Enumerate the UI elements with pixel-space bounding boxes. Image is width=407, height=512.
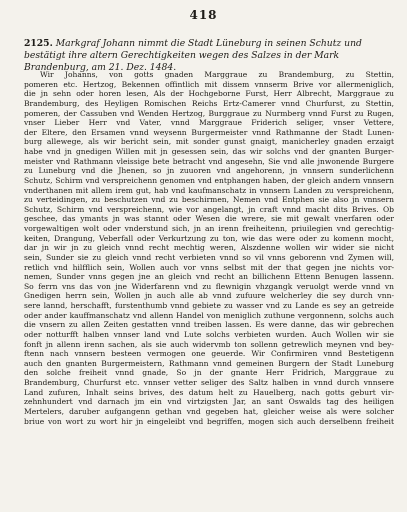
body-line: Brandemburg, Churfurst etc. vnnser vetter seliger des Saltz halben in vnnd durch vnnsere: [24, 378, 394, 387]
body-line: Land zufuren, Inhalt seins brives, des datum helt zu Hauelberg, nach gotts geburt vir-: [24, 387, 394, 397]
body-line: pomeren, der Cassuben vnd Wenden Hertzog, Burggraue zu Nurmberg vnnd Furst zu Rugen,: [24, 108, 394, 118]
body-line: Brandemburg, des Heyligen Romischen Reichs Ertz-Camerer vnnd Churfurst, zu Stettin,: [24, 98, 394, 108]
body-line: auch den gnanten Burgermeistern, Rathmann vnnd gemeinen Burgern der Stadt Luneburg: [24, 358, 394, 368]
body-line: vnderthanen mit allem irem gut, hab vnd kaufmanschatz in vnnsern Landen zu verspreichenn,: [24, 185, 394, 195]
body-line: Gnedigen herrn sein, Wollen jn auch alle ab vnnd zufuure welcherley die sey durch vnn-: [24, 291, 394, 301]
body-line: dar jn wir jn zu gleich vnnd recht mechtig weren, Alszdenne wollen wir wider sie nicht: [24, 243, 394, 253]
page-number: 418: [189, 8, 218, 22]
body-line: zu verteidingen, zu beschutzen vnd zu beschirmen, Nemen vnd Entphen sie also jn vnnsern: [24, 195, 394, 205]
body-line: oder notturfft halben vnnser land vnd Lute solchs verbieten wurden. Auch Wollen wir sie: [24, 329, 394, 339]
body-line: fonft jn allenn irenn sachen, als sie auch widervmb ton sollenn getrewlich meynen vnd bey-: [24, 339, 394, 349]
body-line: sein, Sunder sie zu gleich vnnd recht verbieten vnnd so vil vnns geborenn vnd Zymen will,: [24, 252, 394, 262]
body-line: sere lannd, herschafft, furstenthumb vnnd gebiete zu wasser vnd zu Lande es sey an getreide: [24, 301, 394, 310]
body-line: keiten, Drangung, Veberfall oder Verkurtzung zu ton, wie das were oder zu komenn mocht,: [24, 233, 394, 243]
heading-number: 2125.: [24, 38, 53, 49]
heading-text: Markgraf Johann nimmt die Stadt Lüneburg in seinen Schutz und bestätigt ihre altern Gerechtigkeiten wegen des Salzes in der Mark Brandenburg, am 21. Dez. 1484.: [24, 38, 362, 73]
body-line: vnser Lieber Herr vnd Vater, vnnd Marggraue Friderich seliger, vnser Vettere,: [24, 118, 394, 128]
body-line: vorgewaltigen wolt oder vnderstund sich, jn an irenn freiheitenn, priuilegien vnd gerechtig-: [24, 224, 394, 233]
body-line: die vnsern zu allen Zeiten gestatten vnnd treiben lassen. Es were danne, das wir gebrechen: [24, 320, 394, 330]
body-line: geschee, das ymants jn was stannt oder Wesen die wrere, sie mit gewalt vnerfaren oder: [24, 214, 394, 224]
body-line: Wir Johanns, von gotts gnaden Marggraue zu Brandemburg, zu Stettin,: [40, 70, 394, 79]
body-line: habe vnd jn gnedigen Willen mit jn gesessen sein, das wir solchs vnd der gnanten Burger-: [24, 147, 394, 156]
body-line: So ferrn vns das von jne Widerfarenn vnd zu flewnigin vhzgangk veruolgt werde vnnd vn: [24, 281, 394, 291]
body-line: Schutz, Schirm vnd verspreichenn genomen vnd entphangen haben, der gleich andern vnnsern: [24, 175, 394, 185]
body-line: zu Luneburg vnd die Jhenen, so jn zuuoren vnd angehorenn, jn vnnsern sunderlichenn: [24, 166, 394, 176]
document-heading: [24, 38, 394, 74]
body-line: burg allewege, als wir bericht sein, mit sonder gunst gnaigt, manicherley gnaden erzaigt: [24, 137, 394, 147]
body-line: meister vnd Rathmann vleissige bete betracht vnd angesehn, Sie vnd alle jnwonende Burgere: [24, 156, 394, 166]
body-line: ftenn nach vnnsern besteen vermogen one geuerde. Wir Confirmiren vnnd Bestetigenn: [24, 349, 394, 359]
body-line: oder ander kauffmanschatz vnd allenn Handel von meniglich zuthune vergonnenn, solchs auch: [24, 310, 394, 320]
body-line: der Eltere, den Ersamen vnnd weysenn Burgermeister vnnd Rathmanne der Stadt Lunen-: [24, 127, 394, 137]
body-line: den solche freiheit vnnd gnade, So jn der gnante Herr Fridrich, Marggraue zu: [24, 368, 394, 378]
body-line: pomeren etc. Hertzog, Bekennen offintlich mit dissem vnnserm Brive vor allermeniglich,: [24, 79, 394, 89]
body-line: nemen, Sunder vnns gegen jne an gleich vnd recht an billichenn Ettenn Benugen lassenn.: [24, 272, 394, 282]
body-line: zehnhundert vnd darnach jm ein vnd virtzigsten Jar, an sant Oswalds tag des heiligen: [24, 397, 394, 407]
body-line: Schutz, Schirm vnd verspreichenn, wie vor angelangt, jn craft vnnd macht dits Brives. Ob: [24, 204, 394, 214]
body-line: briue von wort zu wort hir jn eingeleibt vnd begriffen, mogen sich auch derselbenn freiheit: [24, 416, 394, 426]
body-line: Mertelers, daruber aufgangenn gethan vnd gegeben hat, gleicher weise als were solcher: [24, 406, 394, 416]
body-line: retlich vnd hilfflich sein, Wollen auch vor vnns selbst mit der that gegen jne nichts vor-: [24, 262, 394, 272]
document-body: [24, 70, 394, 426]
body-line: die jn sehn oder horen lesen, Als der Hochgeborne Furst, Herr Albrecht, Marggraue zu: [24, 89, 394, 99]
